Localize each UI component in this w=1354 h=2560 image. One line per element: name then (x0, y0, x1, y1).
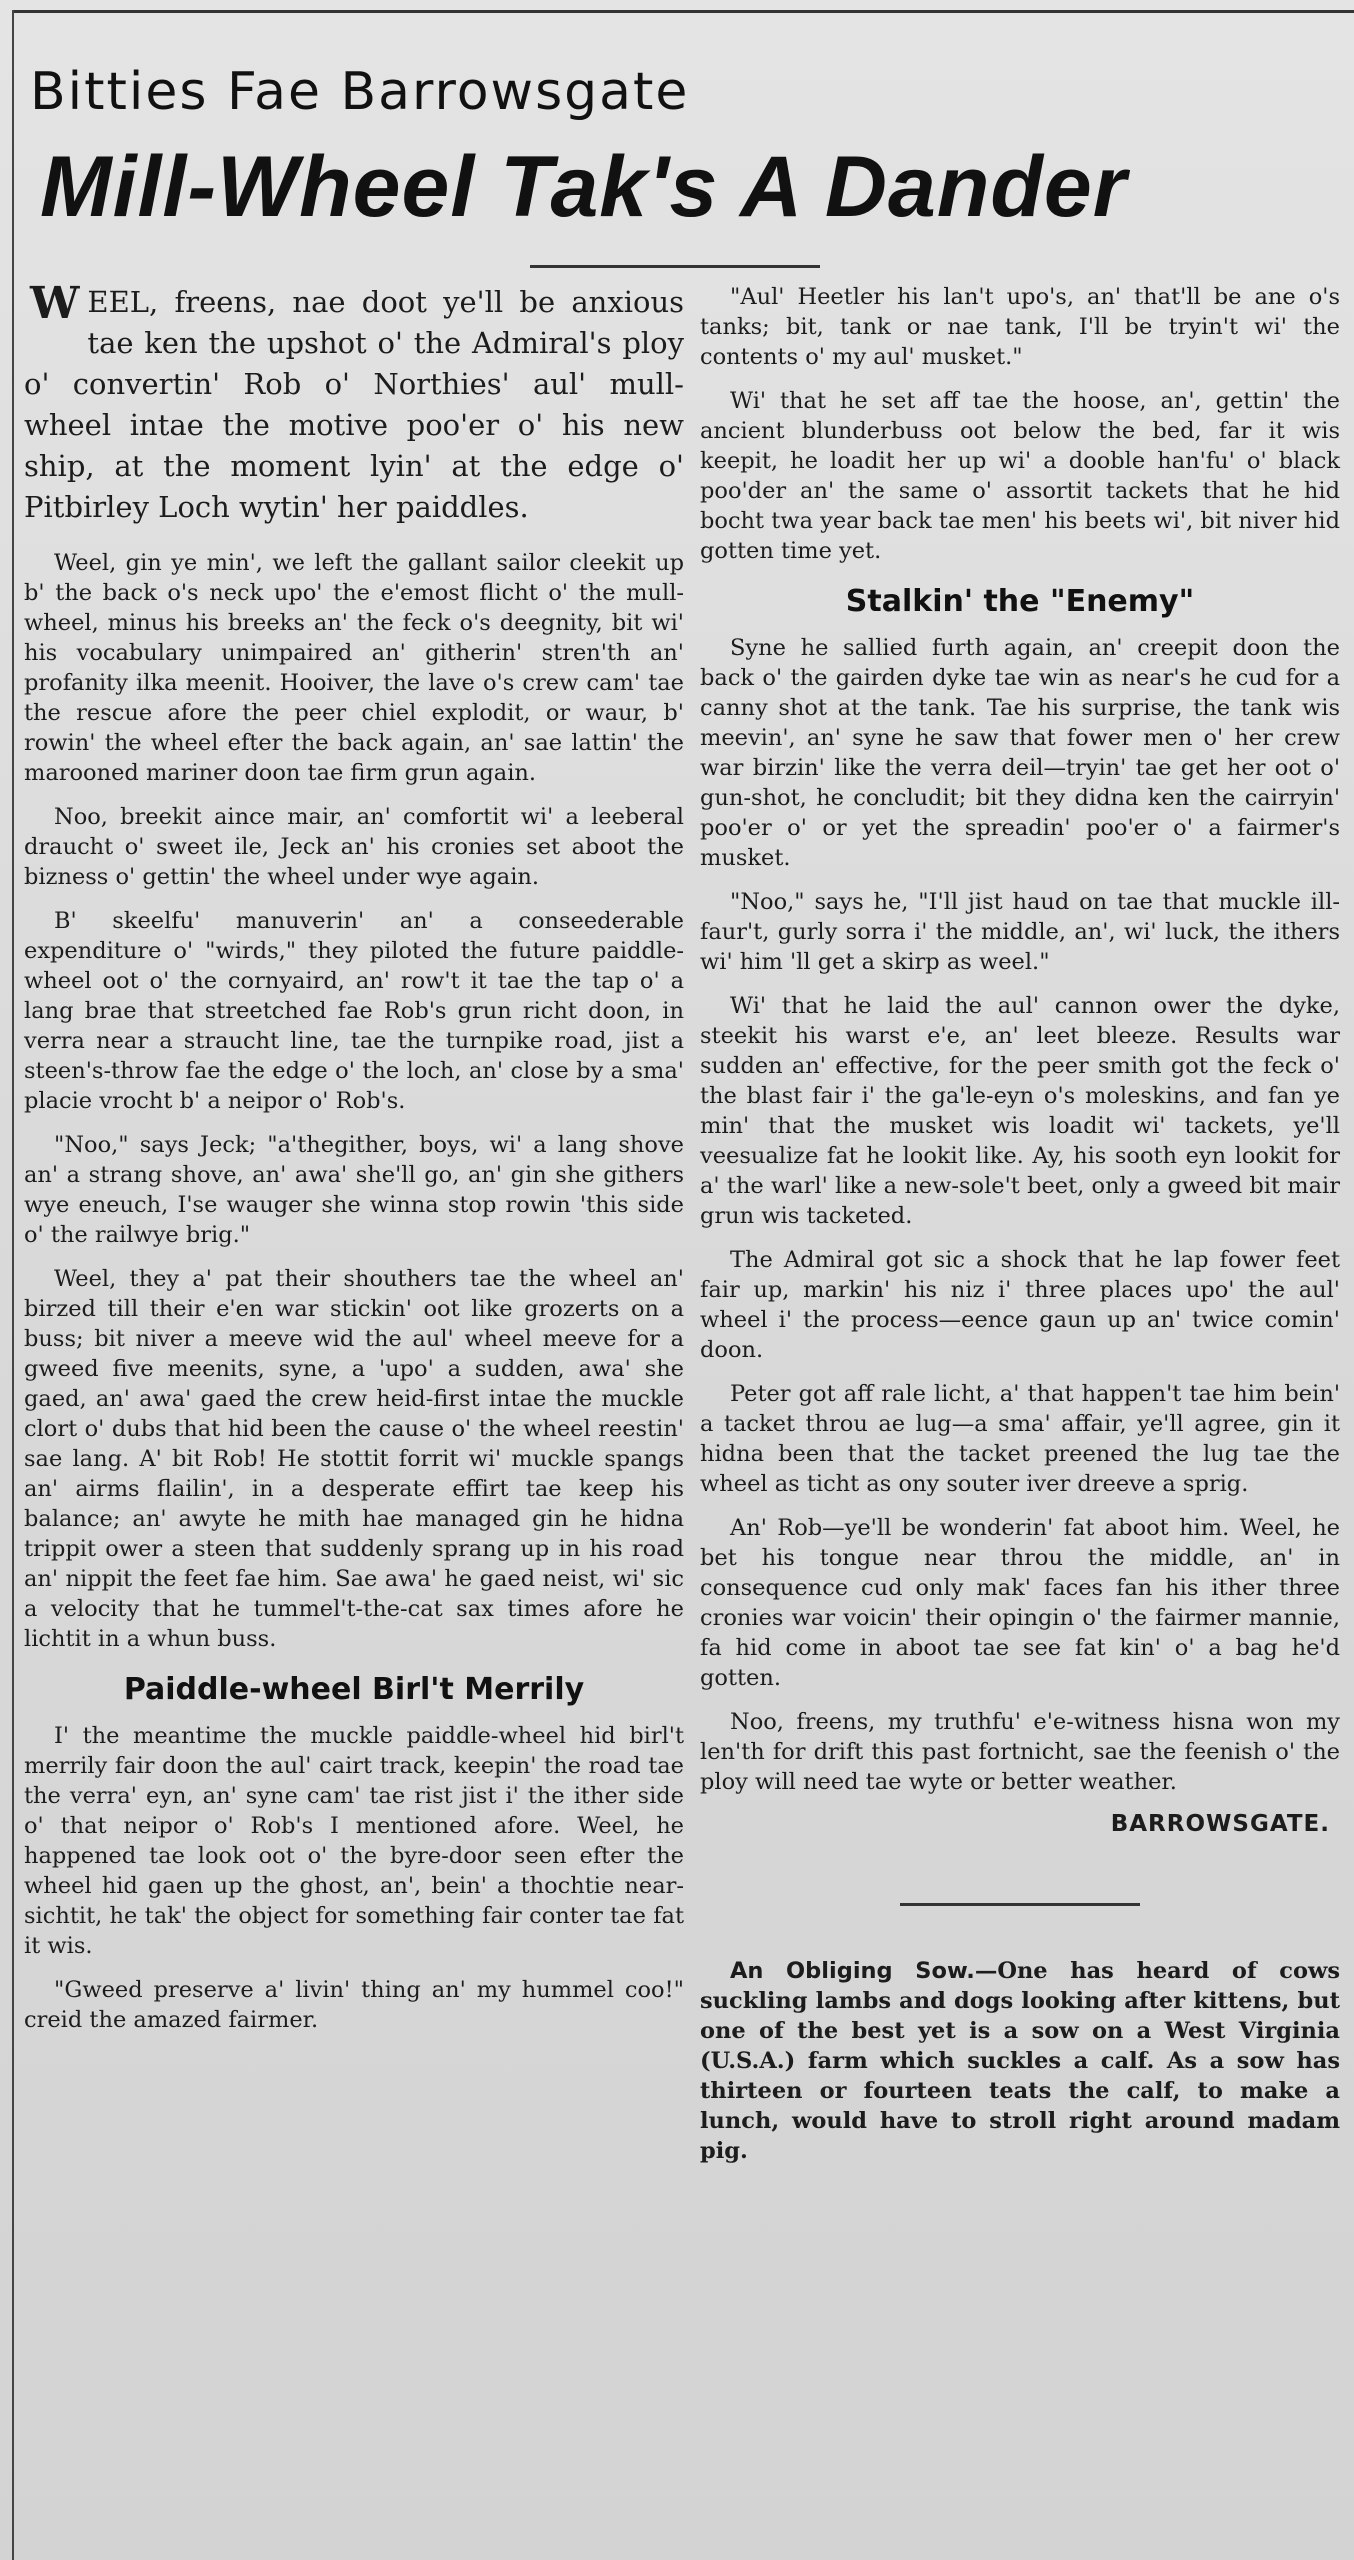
left-column (24, 278, 684, 2049)
paragraph: Noo, breekit aince mair, an' comfortit wi' a leeberal draucht o' sweet ile, Jeck an' his cronies set aboot the bizness o' gettin' the wheel under wye again. (24, 804, 684, 890)
paragraph: "Noo," says he, "I'll jist haud on tae that muckle ill-faur't, gurly sorra i' the middle, an', wi' luck, the ithers wi' him 'll get a skirp as weel." (700, 889, 1340, 975)
subhead-stalkin: Stalkin' the "Enemy" (845, 584, 1195, 619)
column-kicker: Bitties Fae Barrowsgate (30, 62, 690, 122)
paragraph: B' skeelfu' manuverin' an' a conseederable expenditure o' "wirds," they piloted the future paiddle-wheel oot o' the cornyaird, an' row't it tae the tap o' a lang brae that streetched fae Rob's grun richt doon, in verra near a straucht line, tae the turnpike road, jist a steen's-throw fae the edge o' the loch, an' close by a sma' placie vrocht b' a neipor o' Rob's. (24, 908, 684, 1114)
paragraph: I' the meantime the muckle paiddle-wheel hid birl't merrily fair doon the aul' cairt track, keepin' the road tae the verra' eyn, an' syne cam' tae rist jist i' the ither side o' that neipor o' Rob's I mentioned afore. Weel, he happened tae look oot o' the byre-door seen efter the wheel hid gaen up the ghost, an', bein' a thochtie near-sichtit, he tak' the object for something fair conter tae fat it wis. (24, 1723, 684, 1959)
section-divider (900, 1903, 1140, 1906)
paragraph: "Aul' Heetler his lan't upo's, an' that'll be ane o's tanks; bit, tank or nae tank, I'll be tryin't wi' the contents o' my aul' musket." (700, 284, 1340, 370)
lead-paragraph (24, 278, 684, 528)
paragraph: An' Rob—ye'll be wonderin' fat aboot him. Weel, he bet his tongue near throu the middle, an' in consequence cud only mak' faces fan his ither three cronies war voicin' their opingin o' the fairmer mannie, fa hid come in aboot tae see fat kin' o' a bag he'd gotten. (700, 1515, 1340, 1691)
paragraph: Noo, freens, my truthfu' e'e-witness hisna won my len'th for drift this past fortnicht, sae the feenish o' the ploy will need tae wyte or better weather. (700, 1709, 1340, 1795)
obliging-title: An Obliging Sow. (730, 1958, 975, 1984)
paragraph: "Gweed preserve a' livin' thing an' my hummel coo!" creid the amazed fairmer. (24, 1977, 684, 2033)
paragraph: Wi' that he set aff tae the hoose, an', gettin' the ancient blunderbuss oot below the bed, far it wis keepit, he loadit her up wi' a dooble han'fu' o' black poo'der an' the same o' assortit tackets that he hid bocht twa year back tae men' his beets wi', bit niver hid gotten time yet. (700, 388, 1340, 564)
paragraph: The Admiral got sic a shock that he lap fower feet fair up, markin' his niz i' three places upo' the aul' wheel i' the process—eence gaun up an' twice comin' doon. (700, 1247, 1340, 1363)
right-column (700, 282, 1340, 2180)
paragraph: Weel, they a' pat their shouthers tae the wheel an' birzed till their e'en war stickin' oot like grozerts on a buss; bit niver a meeve wid the aul' wheel meeve for a gweed five meenits, syne, a 'upo' a sudden, awa' she gaed, an' awa' gaed the crew heid-first intae the muckle clort o' dubs that hid been the cause o' the wheel reestin' sae lang. A' bit Rob! He stottit forrit wi' muckle spangs an' airms flailin', in a desperate effirt tae keep his balance; an' awyte he mith hae managed gin he hidna trippit ower a steen that suddenly sprang up in his road an' nippit the feet fae him. Sae awa' he gaed neist, wi' sic a velocity that he tummel't-the-cat sax times afore he lichtit in a whun buss. (24, 1266, 684, 1652)
top-rule (12, 10, 1354, 13)
paragraph: Syne he sallied furth again, an' creepit doon the back o' the gairden dyke tae win as near's he cud for a canny shot at the tank. Tae his surprise, the tank wis meevin', an' syne he saw that fower men o' her crew war birzin' like the verra deil—tryin' tae get her oot o' gun-shot, he concludit; bit they didna ken the cairryin' poo'er o' or yet the spreadin' poo'er o' a fairmer's musket. (700, 635, 1340, 871)
drop-cap: W (30, 278, 82, 329)
author-signature: BARROWSGATE. (1110, 1811, 1330, 1837)
lead-text: EEL, freens, nae doot ye'll be anxious tae ken the upshot o' the Admiral's ploy o' convertin' Rob o' Northies' aul' mull-wheel intae the motive poo'er o' his new ship, at the moment lyin' at the edge o' Pitbirley Loch wytin' her paiddles. (24, 285, 684, 524)
paragraph: Wi' that he laid the aul' cannon ower the dyke, steekit his warst e'e, an' leet bleeze. Results war sudden an' effective, for the peer smith got the feck o' the blast fair i' the ga'le-eyn o's moleskins, and fan ye min' that the musket wis loadit wi' tackets, ye'll veesualize fat he lookit like. Ay, his sooth eyn lookit for a' the warl' like a new-sole't beet, only a gweed bit mair grun wis tacketed. (700, 993, 1340, 1229)
left-rule (12, 10, 14, 2560)
headline-rule (530, 265, 820, 268)
paragraph: Weel, gin ye min', we left the gallant sailor cleekit up b' the back o's neck upo' the e'emost flicht o' the mull-wheel, minus his breeks an' the feck o's deegnity, bit wi' his vocabulary unimpaired an' githerin' stren'th an' profanity ilka meenit. Hooiver, the lave o's crew cam' tae the rescue afore the peer chiel explodit, or waur, b' rowin' the wheel efter the back again, an' sae lattin' the marooned mariner doon tae firm grun again. (24, 550, 684, 786)
obliging-text: —One has heard of cows suckling lambs and dogs looking after kittens, but one of the best yet is a sow on a West Virginia (U.S.A.) farm which suckles a calf. As a sow has thirteen or fourteen teats the calf, to make a lunch, would have to stroll right around madam pig. (700, 1958, 1340, 2164)
obliging-sow-item (700, 1956, 1340, 2166)
paragraph: Peter got aff rale licht, a' that happen't tae him bein' a tacket throu ae lug—a sma' affair, ye'll agree, gin it hidna been that the tacket preened the lug tae the wheel as ticht as ony souter iver dreeve a sprig. (700, 1381, 1340, 1497)
subhead-paiddle-wheel: Paiddle-wheel Birl't Merrily (123, 1672, 585, 1707)
article-headline: Mill-Wheel Tak's A Dander (40, 139, 1128, 235)
paragraph: "Noo," says Jeck; "a'thegither, boys, wi' a lang shove an' a strang shove, an' awa' she'll go, an' gin she githers wye eneuch, I'se wauger she winna stop rowin 'this side o' the railwye brig." (24, 1132, 684, 1248)
